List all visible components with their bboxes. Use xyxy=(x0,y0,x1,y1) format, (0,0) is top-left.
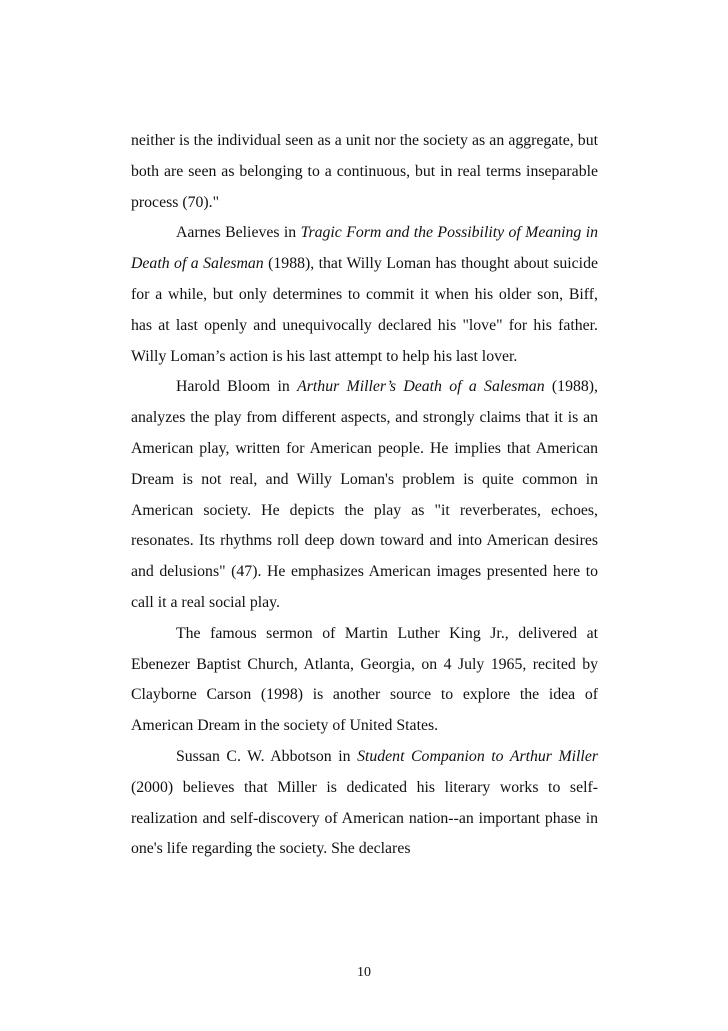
page-number: 10 xyxy=(357,965,371,980)
paragraph-text: Aarnes Believes in xyxy=(176,224,301,242)
paragraph-text: (1988), that Willy Loman has thought about suicide for a while, but only determines to commit it when his older son, Biff, has at last openly and unequivocally declared his "love" for his father. Willy Loman’s action is his last attempt to help his last lover. xyxy=(131,255,598,365)
paragraph-text: neither is the individual seen as a unit nor the society as an aggregate, but both are seen as belonging to a continuous, but in real terms inseparable process (70)." xyxy=(131,132,598,211)
paragraph-text: (2000) believes that Miller is dedicated his literary works to self-realization and self-discovery of American nation--an important phase in one's life regarding the society. She declares xyxy=(131,778,598,858)
paragraph xyxy=(131,742,598,865)
page-body xyxy=(131,126,598,865)
paragraph xyxy=(131,126,598,218)
book-title: Arthur Miller’s Death of a Salesman xyxy=(297,378,545,396)
book-title: Student Companion to Arthur Miller xyxy=(357,747,598,765)
book-title: Tragic Form and the Possibility of Meaning in Death of a Salesman xyxy=(131,224,598,273)
paragraph xyxy=(131,619,598,742)
paragraph xyxy=(131,372,598,618)
paragraph-text: Harold Bloom in xyxy=(176,378,298,396)
paragraph-text: Sussan C. W. Abbotson in xyxy=(176,747,358,765)
paragraph xyxy=(131,218,598,372)
paragraph-text: (1988), analyzes the play from different aspects, and strongly claims that it is an American play, written for American people. He implies that American Dream is not real, and Willy Loman's problem is quite common in American society. He depicts the play as "it reverberates, echoes, resonates. Its rhythms roll deep down toward and into American desires and delusions" (47). He emphasizes American images presented here to call it a real social play. xyxy=(131,378,598,611)
paragraph-text: The famous sermon of Martin Luther King Jr., delivered at Ebenezer Baptist Church, Atlanta, Georgia, on 4 July 1965, recited by Clayborne Carson (1998) is another source to explore the idea of American Dream in the society of United States. xyxy=(131,624,598,735)
